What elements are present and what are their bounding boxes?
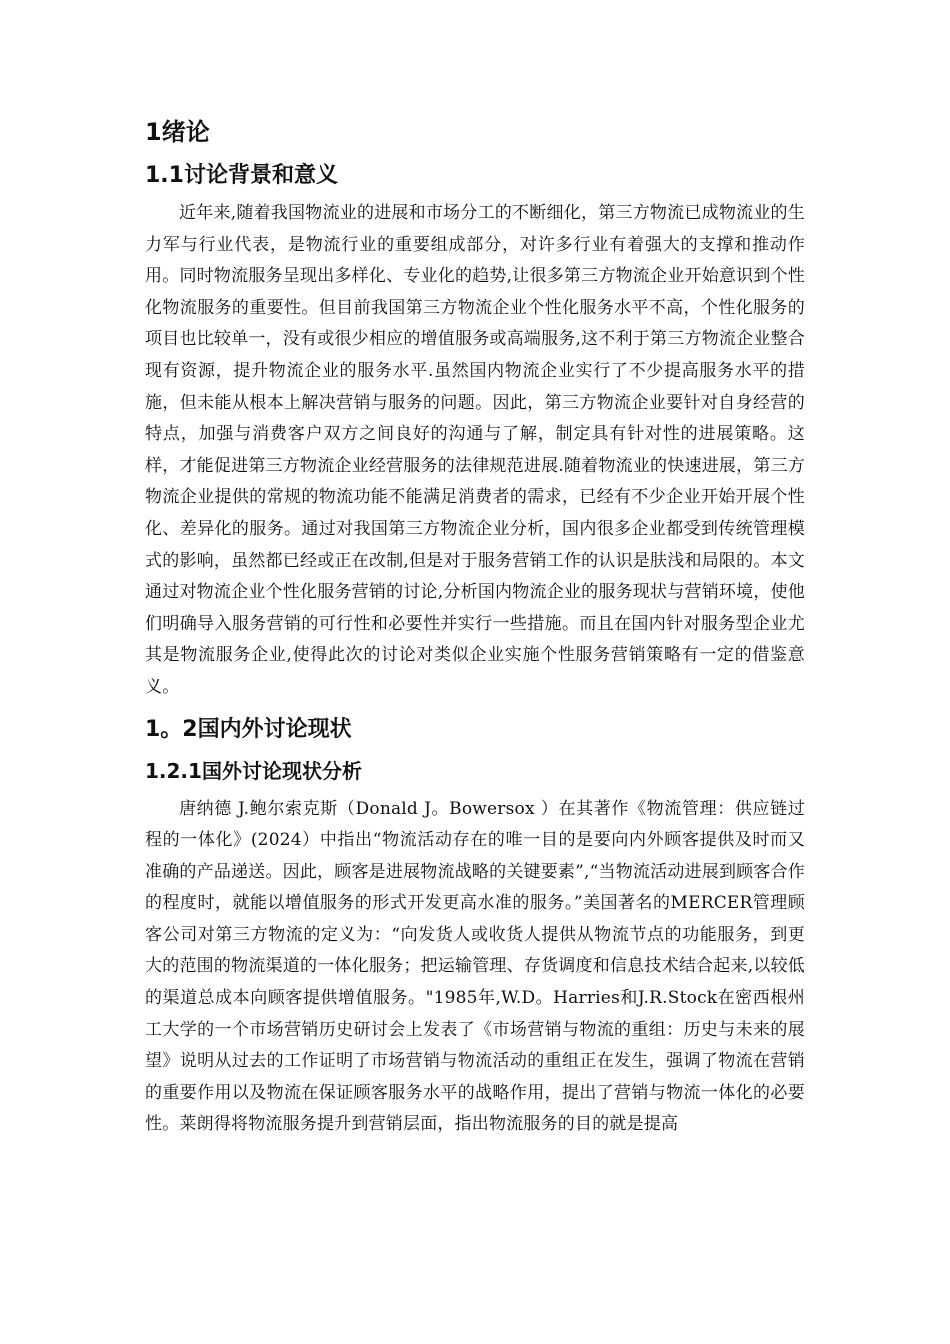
document-body xyxy=(145,112,805,1147)
section-1-1-paragraph: 近年来,随着我国物流业的进展和市场分工的不断细化，第三方物流已成物流业的生力军与行业代表，是物流行业的重要组成部分，对许多行业有着强大的支撑和推动作用。同时物流服务呈现出多样化、专业化的趋势,让很多第三方物流企业开始意识到个性化物流服务的重要性。但目前我国第三方物流企业个性化服务水平不高，个性化服务的项目也比较单一，没有或很少相应的增值服务或高端服务,这不利于第三方物流企业整合现有资源，提升物流企业的服务水平.虽然国内物流企业实行了不少提高服务水平的措施，但未能从根本上解决营销与服务的问题。因此，第三方物流企业要针对自身经营的特点，加强与消费客户双方之间良好的沟通与了解，制定具有针对性的进展策略。这样，才能促进第三方物流企业经营服务的法律规范进展.随着物流业的快速进展，第三方物流企业提供的常规的物流功能不能满足消费者的需求，已经有不少企业开始开展个性化、差异化的服务。通过对我国第三方物流企业分析，国内很多企业都受到传统管理模式的影响，虽然都已经或正在改制,但是对于服务营销工作的认识是肤浅和局限的。本文通过对物流企业个性化服务营销的讨论,分析国内物流企业的服务现状与营销环境，使他们明确导入服务营销的可行性和必要性并实行一些措施。而且在国内针对服务型企业尤其是物流服务企业,使得此次的讨论对类似企业实施个性服务营销策略有一定的借鉴意义。 xyxy=(145,203,805,697)
section-heading-1-2: 1。2国内外讨论现状 xyxy=(145,716,352,742)
section-1-2-1-paragraph: 唐纳德 J.鲍尔索克斯（Donald J。Bowersox ）在其著作《物流管理：供应链过程的一体化》(2024）中指出“物流活动存在的唯一目的是要向内外顾客提供及时而又准确的产品递送。因此，顾客是进展物流战略的关键要素”,“当物流活动进展到顾客合作的程度时，就能以增值服务的形式开发更高水准的服务。”美国著名的MERCER管理顾客公司对第三方物流的定义为：“向发货人或收货人提供从物流节点的功能服务，到更大的范围的物流渠道的一体化服务；把运输管理、存货调度和信息技术结合起来,以较低的渠道总成本向顾客提供增值服务。"1985年,W.D。Harries和J.R.Stock在密西根州工大学的一个市场营销历史研讨会上发表了《市场营销与物流的重组：历史与未来的展望》说明从过去的工作证明了市场营销与物流活动的重组正在发生，强调了物流在营销的重要作用以及物流在保证顾客服务水平的战略作用，提出了营销与物流一体化的必要性。莱朗得将物流服务提升到营销层面，指出物流服务的目的就是提高 xyxy=(145,798,805,1135)
chapter-title: 1绪论 xyxy=(145,118,210,146)
subsection-heading-1-2-1: 1.2.1国外讨论现状分析 xyxy=(145,758,362,783)
section-heading-1-1: 1.1讨论背景和意义 xyxy=(145,163,338,188)
